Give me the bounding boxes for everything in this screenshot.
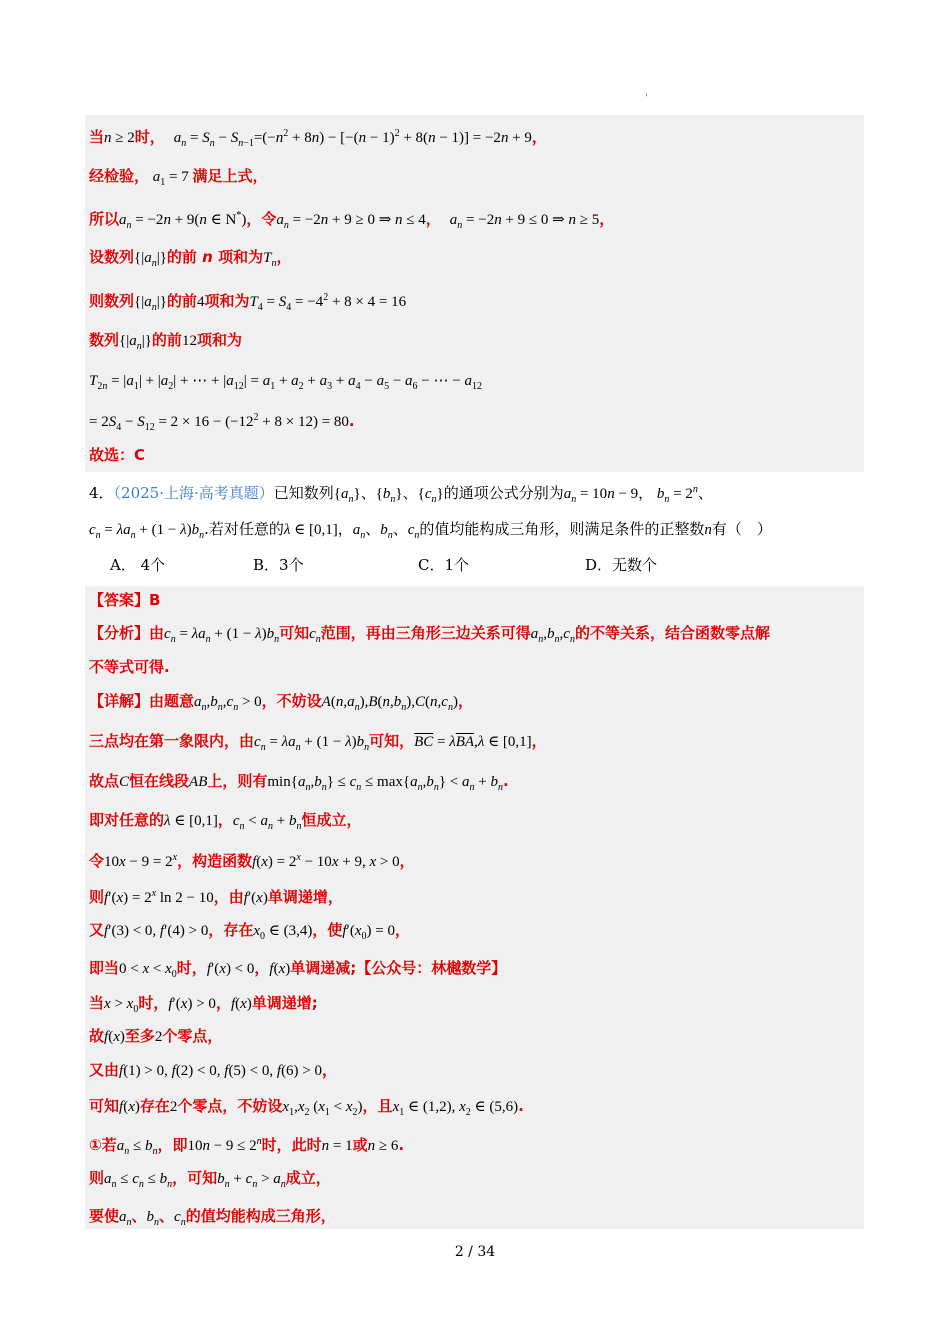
analysis-line-2: 不等式可得.	[89, 658, 170, 676]
detail-line-15: 要使$a_n$、$b_n$、$c_n$的值均能构成三角形，	[89, 1207, 336, 1228]
question-source: （2025·上海·高考真题）	[113, 484, 274, 502]
detail-line-1: 【详解】由题意$a_n,b_n,c_n > 0$，不妨设$A(n,a_n),B(n,b_n),C(n,c_n)$，	[89, 692, 473, 713]
solution-line-2: 经检验， $a_1 = 7$ 满足上式，	[89, 167, 268, 188]
solution-line-4: 设数列$\{|a_n|\}$的前 n 项和为$T_n$，	[89, 248, 292, 269]
solution-line-6: 数列$\{|a_n|\}$的前12项和为	[89, 331, 242, 352]
detail-line-10: 故f(x)至多2个零点，	[89, 1027, 223, 1045]
detail-line-7: 又f′(3) < 0, f′(4) > 0，存在$x_0$ ∈ (3,4)，使$f'(x_0) = 0$，	[89, 921, 410, 942]
option-a[interactable]: A． 4个	[110, 556, 166, 574]
answer-line: 【答案】B	[89, 591, 161, 609]
solution-line-7: $T_{2n} = |a_1| + |a_2|$ + ⋯ + $|a_{12}| = a_1 + a_2 + a_3 + a_4 - a_5 - a_6$ − ⋯ − $a_{12}$	[89, 373, 482, 392]
option-d[interactable]: D．无数个	[585, 556, 658, 574]
page-mark: '	[645, 93, 648, 104]
solution-line-9: 故选：C	[89, 446, 146, 464]
detail-line-14: 则$a_n \le c_n \le b_n$，可知$b_n + c_n > a_n$成立，	[89, 1169, 331, 1190]
detail-line-2: 三点均在第一象限内，由$c_n = \lambda a_n + (1 - \lambda)b_n$可知，$\overline{BC} = \lambda\overline{BA},\lambda$ ∈ [0,1]，	[89, 732, 547, 753]
analysis: 【分析】由$c_n = \lambda a_n + (1 - \lambda)b_n$可知$c_n$范围，再由三角形三边关系可得$a_n,b_n,c_n$的不等关系，结合函数零点解	[89, 624, 770, 645]
page-number: 2 / 34	[454, 1244, 496, 1260]
detail-line-4: 即对任意的λ ∈ [0,1]，$c_n < a_n + b_n$恒成立，	[89, 811, 362, 832]
detail-line-13: ①若$a_n \le b_n$，即$10n - 9 \le 2^n$时，此时n = 1或n ≥ 6.	[89, 1136, 405, 1157]
option-c[interactable]: C．1个	[418, 556, 470, 574]
detail-line-3: 故点C恒在线段AB上，则有$\min\{a_n,b_n\} \le c_n \le \max\{a_n,b_n\} < a_n + b_n$.	[89, 772, 509, 793]
detail-line-12: 可知f(x)存在2个零点，不妨设$x_1,x_2$ $(x_1 < x_2)$，且$x_1$ ∈ (1,2), $x_2$ ∈ (5,6).	[89, 1097, 524, 1118]
detail-line-11: 又由f(1) > 0, f(2) < 0, f(5) < 0, f(6) > 0，	[89, 1061, 338, 1079]
question-4-line-1: 4．（2025·上海·高考真题）已知数列$\{a_n\}$、$\{b_n\}$、$\{c_n\}$的通项公式分别为$a_n = 10n - 9$， $b_n = 2^n$、	[89, 484, 713, 505]
solution-line-8: = $2S_4 - S_{12} = 2 \times 16 - (-12^2 + 8 \times 12) = 80$.	[89, 412, 355, 433]
detail-line-8: 即当$0 < x < x_0$时，f′(x) < 0，f(x)单调递减;【公众号：林樾数学】	[89, 959, 507, 980]
question-4-line-2: $c_n = \lambda a_n + (1 - \lambda)b_n$.若对任意的λ ∈ [0,1]，$a_n$、$b_n$、$c_n$的值均能构成三角形，则满足条件的正整数n有（ ）	[89, 520, 772, 541]
solution-line-3: 所以$a_n = -2n + 9(n$ ∈ N*)，令$a_n = -2n + 9 \ge 0$ ⇒ n ≤ 4， $a_n = -2n + 9 \le 0$ ⇒ n ≥ 5，	[89, 210, 615, 231]
option-b[interactable]: B．3个	[253, 556, 304, 574]
detail-line-9: 当$x > x_0$时，f′(x) > 0，f(x)单调递增;	[89, 994, 318, 1015]
solution-line-5: 则数列$\{|a_n|\}$的前4项和为$T_4 = S_4 = -4^2 + 8 \times 4 = 16$	[89, 292, 407, 313]
solution-line-1: 当n ≥ 2时， $a_n = S_n - S_{n-1}=(-n^2 + 8n) - [-(n - 1)^2 + 8(n - 1)] = -2n + 9$，	[89, 128, 547, 149]
detail-line-6: 则$f'(x) = 2^x$ ln 2 − 10，由f′(x)单调递增，	[89, 888, 343, 906]
wechat-account-note: 【公众号：林樾数学】	[356, 959, 507, 977]
detail-line-5: 令$10x - 9 = 2^x$，构造函数$f(x) = 2^x - 10x + 9$, x > 0，	[89, 852, 415, 870]
